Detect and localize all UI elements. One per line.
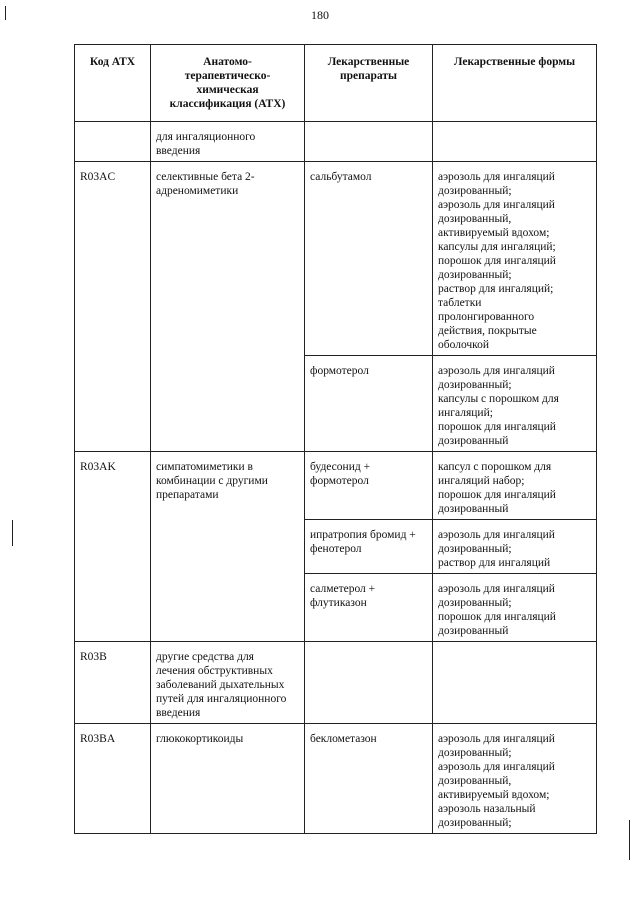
classification-text: селективные бета 2- адреномиметики [156, 171, 255, 197]
drug-cell [305, 122, 433, 162]
table-row [75, 724, 597, 834]
header-atc-classification [151, 45, 305, 122]
classification-text: другие средства для лечения обструктивных заболеваний дыхательных путей для ингаляционного введения [156, 651, 287, 719]
classification-text: для ингаляционного введения [156, 131, 256, 157]
table-row [75, 122, 597, 162]
drug-text: формотерол [310, 365, 369, 377]
dosage-form-cell [433, 642, 597, 724]
drug-cell [305, 356, 433, 452]
drug-cell [305, 724, 433, 834]
classification-cell [151, 452, 305, 642]
atc-code-text: R03BA [80, 733, 116, 745]
dosage-form-cell [433, 356, 597, 452]
atc-code-cell [75, 122, 151, 162]
header-label: Лекарственные препараты [327, 56, 410, 82]
classification-cell [151, 122, 305, 162]
classification-cell [151, 724, 305, 834]
classification-cell [151, 642, 305, 724]
header-label: Лекарственные формы [453, 56, 576, 68]
drug-text: сальбутамол [310, 171, 372, 183]
atc-code-text: R03B [80, 651, 107, 663]
drug-cell [305, 520, 433, 574]
dosage-form-cell [433, 520, 597, 574]
dosage-form-text: капсул с порошком для ингаляций набор; порошок для ингаляций дозированный [438, 461, 556, 515]
atc-code-cell [75, 724, 151, 834]
atc-code-text: R03AC [80, 171, 116, 183]
drug-text: салметерол + флутиказон [310, 583, 376, 609]
header-atc-code [75, 45, 151, 122]
drug-text: беклометазон [310, 733, 377, 745]
dosage-form-cell [433, 162, 597, 356]
dosage-form-cell [433, 452, 597, 520]
atc-table [74, 44, 597, 834]
header-dosage-forms [433, 45, 597, 122]
table-row [75, 452, 597, 520]
atc-code-cell [75, 642, 151, 724]
drug-cell [305, 162, 433, 356]
dosage-form-text: аэрозоль для ингаляций дозированный; аэрозоль для ингаляций дозированный, активируемый вдохом; капсулы для ингаляций; порошок для ингаляций дозированный; раствор для ингаляций; таблетки пролонгированного действия, покрытые оболочкой [438, 171, 556, 351]
drug-cell [305, 642, 433, 724]
dosage-form-text: аэрозоль для ингаляций дозированный; капсулы с порошком для ингаляций; порошок для ингаляций дозированный [438, 365, 559, 447]
drug-cell [305, 574, 433, 642]
classification-cell [151, 162, 305, 452]
scan-mark [629, 820, 630, 860]
dosage-form-cell [433, 122, 597, 162]
table-row [75, 642, 597, 724]
header-drugs [305, 45, 433, 122]
page-number: 180 [311, 8, 329, 22]
header-label: Код АТХ [89, 56, 136, 68]
drug-cell [305, 452, 433, 520]
scan-mark [5, 6, 6, 20]
drug-text: будесонид + формотерол [310, 461, 371, 487]
atc-code-cell [75, 452, 151, 642]
dosage-form-cell [433, 574, 597, 642]
atc-code-text: R03AK [80, 461, 116, 473]
table-row [75, 162, 597, 356]
classification-text: глюкокортикоиды [156, 733, 244, 745]
dosage-form-cell [433, 724, 597, 834]
table-header-row [75, 45, 597, 122]
classification-text: симпатомиметики в комбинации с другими препаратами [156, 461, 268, 501]
scan-mark [12, 520, 13, 546]
dosage-form-text: аэрозоль для ингаляций дозированный; аэрозоль для ингаляций дозированный, активируемый вдохом; аэрозоль назальный дозированный; [438, 733, 555, 829]
dosage-form-text: аэрозоль для ингаляций дозированный; раствор для ингаляций [438, 529, 555, 569]
dosage-form-text: аэрозоль для ингаляций дозированный; порошок для ингаляций дозированный [438, 583, 556, 637]
header-label: Анатомо- терапевтическо- химическая классификация (АТХ) [169, 56, 286, 110]
drug-text: ипратропия бромид + фенотерол [310, 529, 416, 555]
atc-code-cell [75, 162, 151, 452]
